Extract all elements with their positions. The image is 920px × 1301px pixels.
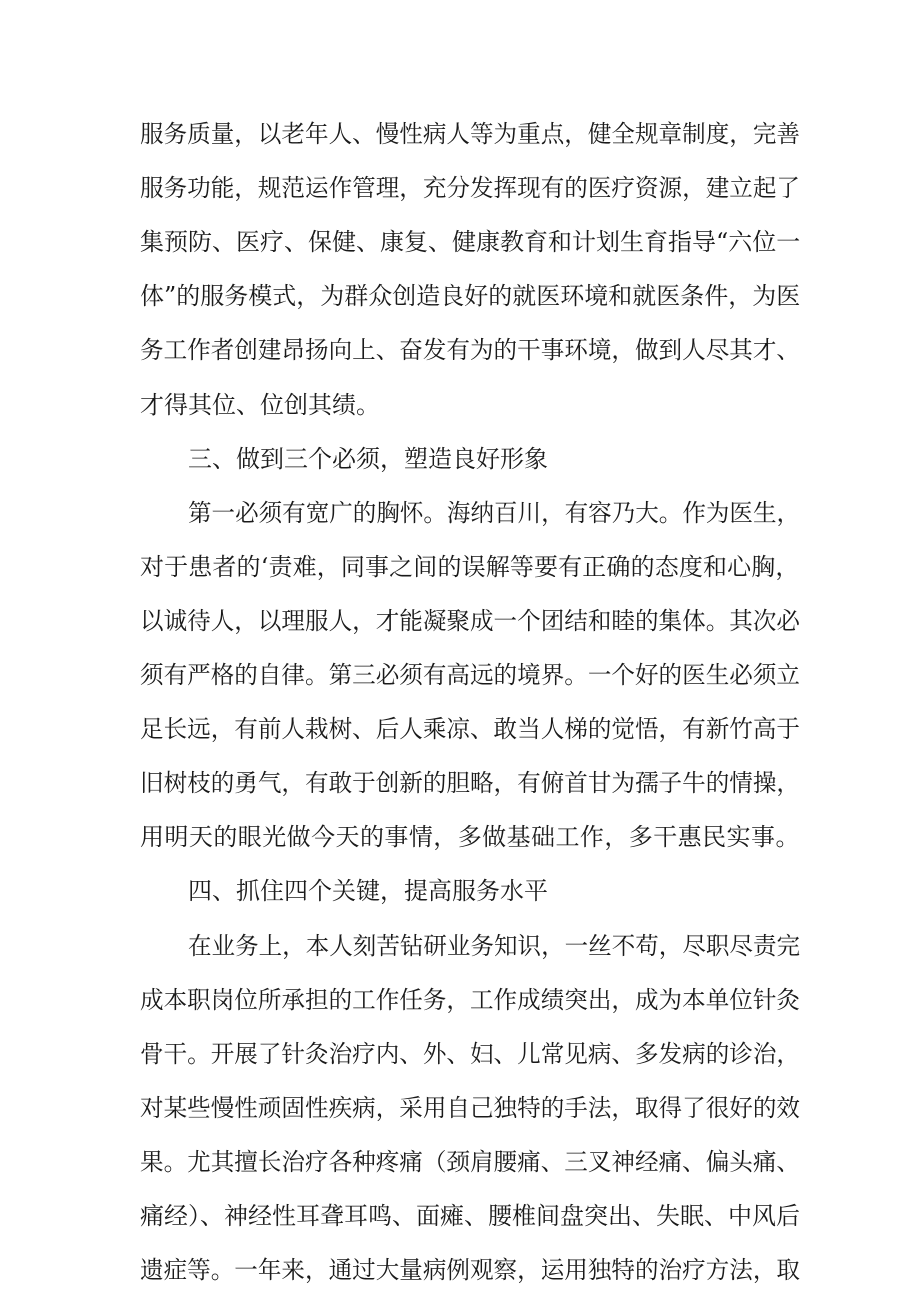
text-line-20: 果。尤其擅长治疗各种疼痛（颈肩腰痛、三叉神经痛、偏头痛、 — [140, 1148, 800, 1176]
text-line-8: 第一必须有宽广的胸怀。海纳百川，有容乃大。作为医生， — [188, 499, 801, 527]
section-heading-3: 三、做到三个必须，塑造良好形象 — [188, 445, 548, 473]
text-line-22: 遗症等。一年来，通过大量病例观察，运用独特的治疗方法，取 — [140, 1256, 800, 1284]
text-line-11: 须有严格的自律。第三必须有高远的境界。一个好的医生必须立 — [140, 661, 800, 689]
text-line-10: 以诚待人，以理服人，才能凝聚成一个团结和睦的集体。其次必 — [140, 607, 800, 635]
text-line-6: 才得其位、位创其绩。 — [140, 391, 380, 419]
text-line-21: 痛经）、神经性耳聋耳鸣、面瘫、腰椎间盘突出、失眠、中风后 — [140, 1202, 800, 1230]
text-line-14: 用明天的眼光做今天的事情，多做基础工作，多干惠民实事。 — [140, 823, 800, 851]
section-heading-4: 四、抓住四个关键，提高服务水平 — [188, 877, 548, 905]
text-line-1: 服务质量，以老年人、慢性病人等为重点，健全规章制度，完善 — [140, 120, 800, 148]
text-line-9: 对于患者的‘责难，同事之间的误解等要有正确的态度和心胸， — [140, 553, 800, 581]
text-line-13: 旧树枝的勇气，有敢于创新的胆略，有俯首甘为孺子牛的情操， — [140, 769, 800, 797]
text-line-18: 骨干。开展了针灸治疗内、外、妇、儿常见病、多发病的诊治， — [140, 1040, 800, 1068]
text-line-3: 集预防、医疗、保健、康复、健康教育和计划生育指导“六位一 — [140, 228, 801, 256]
text-line-5: 务工作者创建昂扬向上、奋发有为的干事环境，做到人尽其才、 — [140, 336, 800, 364]
text-line-16: 在业务上，本人刻苦钻研业务知识，一丝不苟，尽职尽责完 — [188, 932, 801, 960]
text-line-4: 体”的服务模式，为群众创造良好的就医环境和就医条件，为医 — [140, 282, 801, 310]
text-line-17: 成本职岗位所承担的工作任务，工作成绩突出，成为本单位针灸 — [140, 986, 800, 1014]
text-line-19: 对某些慢性顽固性疾病，采用自己独特的手法，取得了很好的效 — [140, 1094, 800, 1122]
text-line-12: 足长远，有前人栽树、后人乘凉、敢当人梯的觉悟，有新竹高于 — [140, 715, 800, 743]
text-line-2: 服务功能，规范运作管理，充分发挥现有的医疗资源，建立起了 — [140, 174, 800, 202]
